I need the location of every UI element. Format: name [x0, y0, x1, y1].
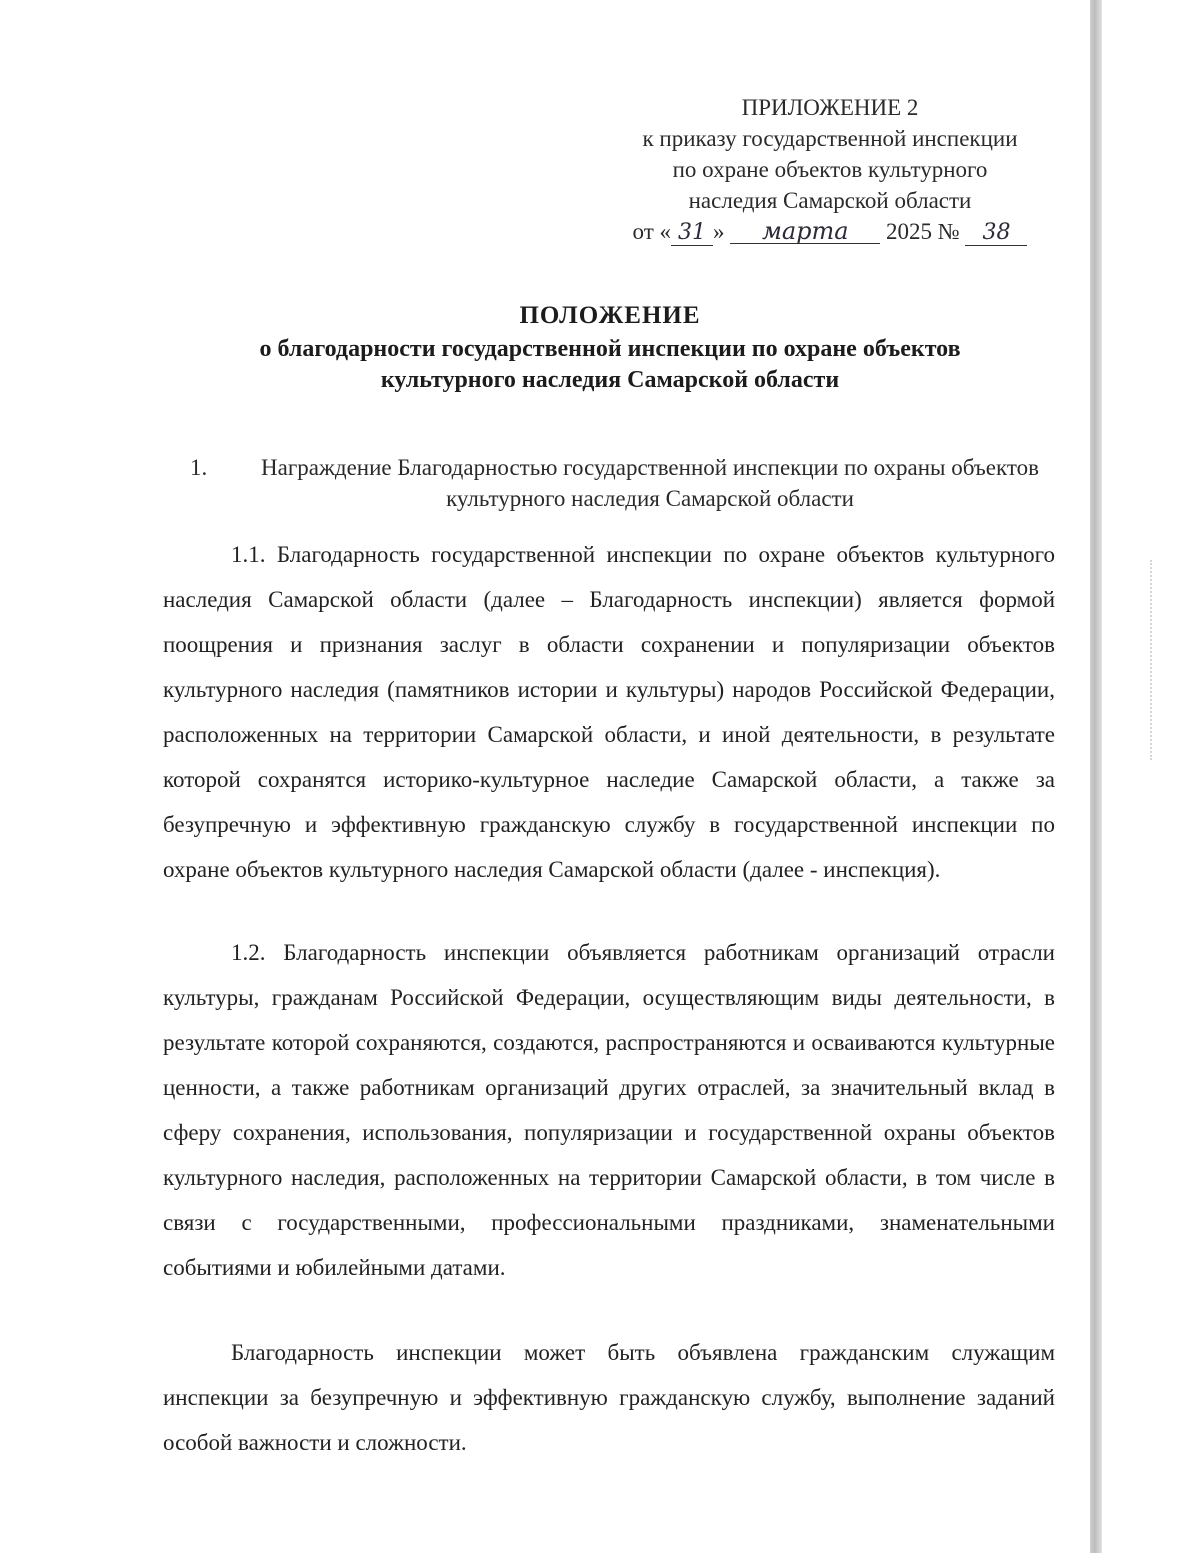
appendix-title: ПРИЛОЖЕНИЕ 2: [741, 95, 919, 120]
document-subtitle-line-1: о благодарности государственной инспекции по охране объектов: [259, 336, 961, 362]
appendix-line-3: наследия Самарской области: [688, 188, 972, 213]
appendix-block: [600, 92, 1060, 247]
date-year: 2025 №: [886, 219, 960, 244]
paragraph-1-2-continued: Благодарность инспекции может быть объявлена гражданским служащим инспекции за безупречную и эффективную гражданскую службу, выполнение заданий особой важности и сложности.: [163, 1340, 1055, 1455]
section-1-heading: [190, 452, 1050, 514]
paragraph-1-1: 1.1. Благодарность государственной инспекции по охране объектов культурного наследия Самарской области (далее – Благодарность инспекции) является формой поощрения и признания заслуг в области сохранении и популяризации объектов культурного наследия (памятников истории и культуры) народов Российской Федерации, расположенных на территории Самарской области, и иной деятельности, в результате которой сохранятся историко-культурное наследие Самарской области, а также за безупречную и эффективную гражданскую службу в государственной инспекции по охране объектов культурного наследия Самарской области (далее - инспекция).: [163, 542, 1055, 882]
document-heading: [100, 300, 1120, 396]
scan-edge-dots: [1150, 560, 1154, 760]
appendix-line-2: по охране объектов культурного: [672, 157, 988, 182]
paragraph-1-2: 1.2. Благодарность инспекции объявляется работникам организаций отрасли культуры, гражданам Российской Федерации, осуществляющим виды деятельности, в результате которой сохраняются, создаются, распространяются и осваиваются культурные ценности, а также работникам организаций других отраслей, за значительный вклад в сферу сохранения, использования, популяризации и государственной охраны объектов культурного наследия, расположенных на территории Самарской области, в том числе в связи с государственными, профессиональными праздниками, знаменательными событиями и юбилейными датами.: [163, 940, 1055, 1280]
appendix-line-1: к приказу государственной инспекции: [642, 126, 1018, 151]
section-title: Награждение Благодарностью государственной инспекции по охраны объектов культурного наследия Самарской области: [261, 455, 1039, 511]
section-number: 1.: [190, 455, 208, 480]
date-quote-close: »: [713, 219, 725, 244]
handwritten-order-number: 38: [965, 221, 1027, 246]
document-subtitle-line-2: культурного наследия Самарской области: [380, 367, 840, 393]
scan-edge-shadow: [1090, 0, 1102, 1553]
order-date-line: [600, 216, 1060, 247]
date-prefix: от «: [632, 219, 672, 244]
handwritten-day: 31: [671, 221, 713, 246]
handwritten-month: марта: [730, 219, 880, 244]
document-title: ПОЛОЖЕНИЕ: [519, 302, 701, 329]
